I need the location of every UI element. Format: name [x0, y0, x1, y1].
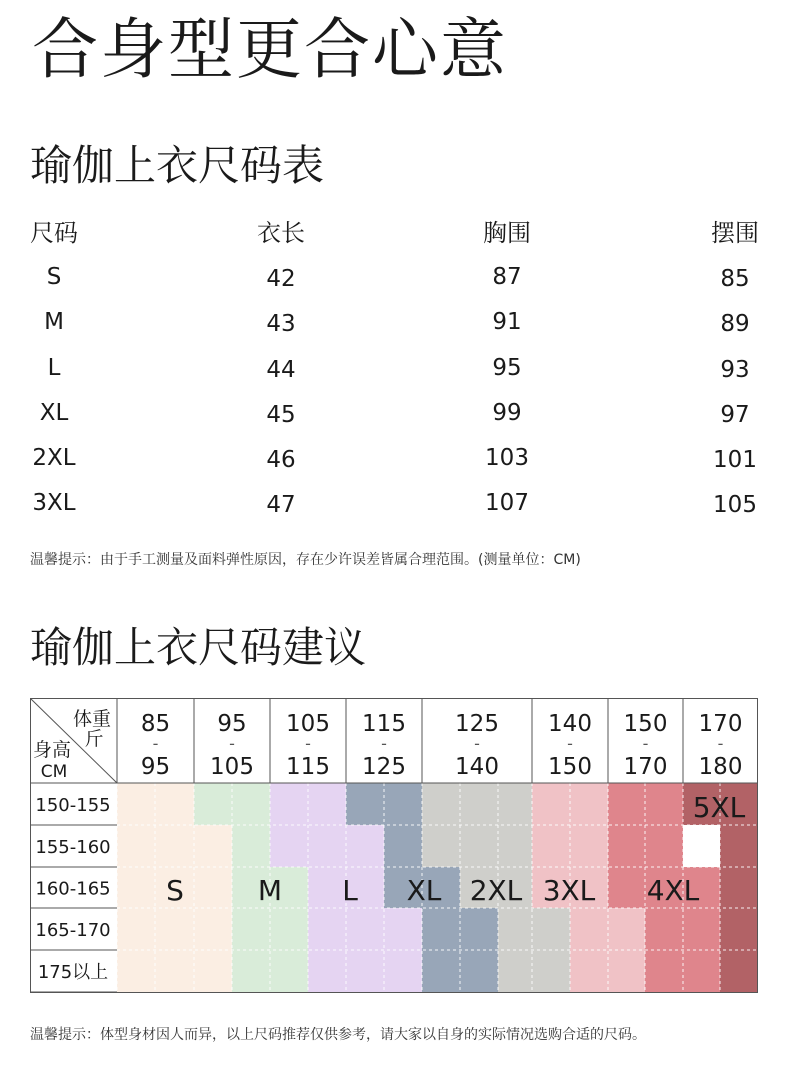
weight-range-dash: - [474, 734, 480, 753]
table-cell: 87 [492, 264, 522, 290]
table-cell: L [47, 355, 61, 381]
weight-range-dash: - [567, 734, 573, 753]
column-header-chest: 胸围 [483, 219, 531, 247]
weight-range-to: 180 [698, 754, 743, 780]
weight-range-dash: - [305, 734, 311, 753]
size-recommendation-grid [30, 698, 758, 993]
table-cell: 103 [485, 445, 529, 471]
weight-range-dash: - [152, 734, 159, 753]
size-label: 3XL [542, 874, 596, 907]
weight-range-dash: - [229, 734, 235, 753]
corner-weight-unit: 斤 [84, 728, 104, 750]
height-range-label: 155-160 [35, 837, 111, 858]
size-zone [270, 825, 384, 867]
table-cell: 45 [266, 402, 296, 428]
weight-range-from: 95 [217, 711, 247, 737]
weight-range-dash: - [381, 734, 387, 753]
table-cell: 46 [266, 447, 296, 473]
weight-range-from: 85 [140, 711, 171, 737]
size-label: S [166, 874, 184, 907]
weight-range-from: 170 [698, 711, 743, 737]
table-cell: 107 [485, 490, 529, 516]
page-title: 合身型更合心意 [32, 11, 508, 88]
height-range-label: 175以上 [37, 962, 109, 983]
corner-height-label: 身高 [32, 739, 72, 761]
table-cell: 101 [713, 447, 757, 473]
column-header-length: 衣长 [257, 219, 305, 247]
recommendation-heading: 瑜伽上衣尺码建议 [30, 623, 367, 672]
weight-range-to: 125 [362, 754, 406, 780]
weight-range-from: 150 [623, 711, 668, 737]
size-label: M [257, 874, 283, 907]
weight-range-to: 95 [140, 754, 171, 780]
table-cell: XL [39, 400, 69, 426]
measurement-note: 温馨提示：由于手工测量及面料弹性原因，存在少许误差皆属合理范围。(测量单位：CM) [30, 552, 581, 568]
size-chart-heading: 瑜伽上衣尺码表 [30, 141, 325, 190]
weight-range-to: 115 [286, 754, 330, 780]
table-cell: 97 [720, 402, 750, 428]
corner-weight-label: 体重 [72, 708, 112, 730]
height-range-label: 150-155 [35, 795, 111, 816]
weight-range-to: 150 [548, 754, 592, 780]
table-cell: S [46, 264, 62, 290]
weight-range-dash: - [717, 734, 724, 753]
recommendation-note: 温馨提示：体型身材因人而异，以上尺码推荐仅供参考，请大家以自身的实际情况选购合适的尺码。 [30, 1027, 646, 1043]
size-zone [720, 825, 758, 993]
corner-height-unit: CM [40, 762, 68, 782]
table-cell: 93 [720, 357, 750, 383]
weight-range-to: 105 [210, 754, 254, 780]
column-header-size: 尺码 [30, 219, 78, 247]
column-header-hem: 摆围 [711, 219, 759, 247]
size-label: 4XL [646, 874, 700, 907]
table-cell: 99 [492, 400, 522, 426]
height-range-label: 160-165 [35, 878, 111, 900]
size-label: 2XL [469, 874, 523, 907]
table-cell: 105 [713, 492, 757, 518]
height-range-label: 165-170 [35, 920, 111, 941]
table-cell: 91 [492, 309, 522, 335]
table-cell: 85 [720, 266, 750, 292]
weight-range-from: 105 [286, 711, 330, 737]
table-cell: 44 [266, 357, 296, 383]
table-cell: 95 [492, 355, 522, 381]
weight-range-from: 115 [362, 711, 406, 737]
weight-range-to: 170 [623, 754, 668, 780]
size-label: L [342, 874, 358, 907]
table-cell: 3XL [32, 490, 76, 516]
table-cell: 89 [720, 311, 750, 337]
weight-range-to: 140 [455, 754, 499, 780]
table-cell: 2XL [32, 445, 76, 471]
weight-range-from: 125 [455, 711, 499, 737]
table-cell: 47 [266, 492, 296, 518]
size-label: 5XL [692, 791, 746, 824]
table-cell: 43 [266, 311, 296, 337]
table-cell: M [44, 309, 64, 335]
table-cell: 42 [266, 266, 296, 292]
size-zone [232, 825, 270, 867]
size-label: XL [406, 874, 442, 907]
weight-range-from: 140 [548, 711, 592, 737]
weight-range-dash: - [642, 734, 649, 753]
